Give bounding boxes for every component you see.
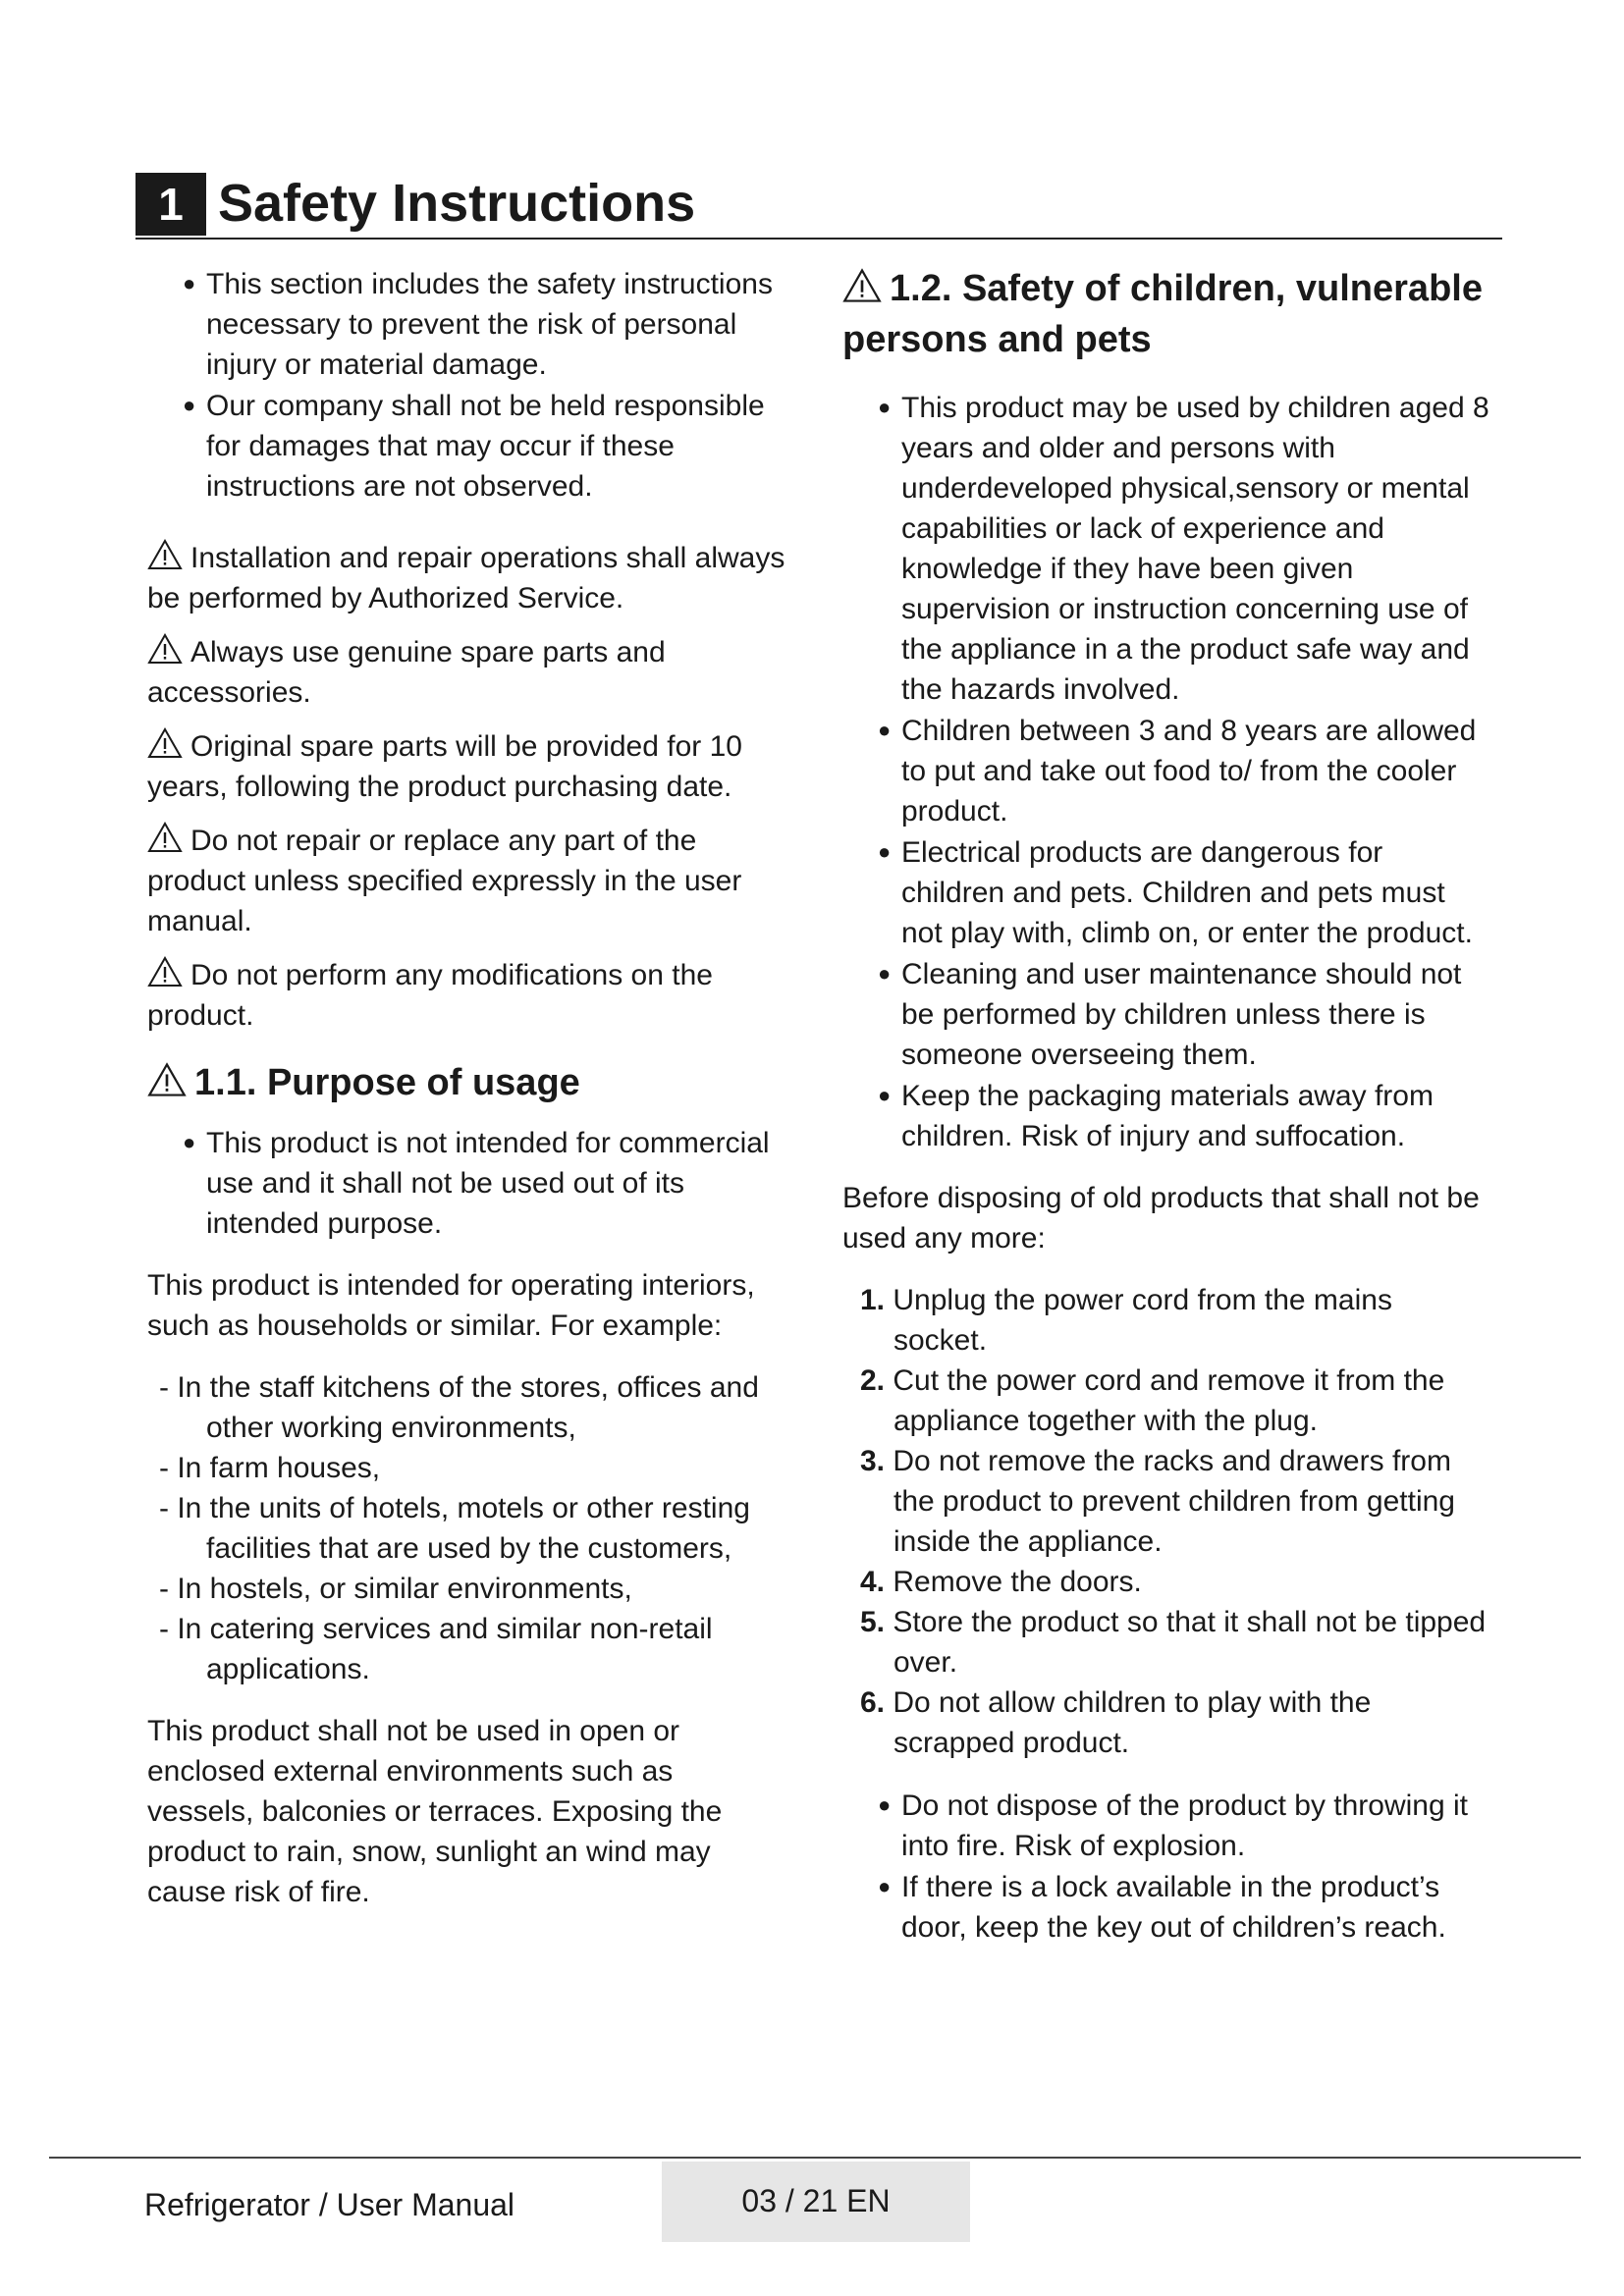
- section-heading-purpose: 1.1. Purpose of usage: [147, 1057, 785, 1108]
- warning-triangle-icon: [147, 1062, 187, 1097]
- warning-triangle-icon: [147, 633, 183, 665]
- warning-note: Installation and repair operations shall always be performed by Authorized Service.: [147, 538, 785, 618]
- list-item: 4. Remove the doors.: [860, 1566, 1142, 1598]
- warning-triangle-icon: [147, 539, 183, 570]
- warning-triangle-icon: [147, 727, 183, 759]
- disposal-intro: Before disposing of old products that shall not be used any more:: [842, 1182, 1480, 1255]
- chapter-header: [135, 171, 1502, 240]
- warning-note: Always use genuine spare parts and accessories.: [147, 632, 785, 713]
- footer-manual-title: Refrigerator / User Manual: [144, 2187, 515, 2222]
- example-item: - In catering services and similar non-retail applications.: [159, 1613, 713, 1685]
- section-heading-children: 1.2. Safety of children, vulnerable persons and pets: [842, 268, 1483, 360]
- bullet-dot-icon: ●: [878, 718, 892, 742]
- interiors-paragraph: This product is intended for operating interiors, such as households or similar. For example:: [147, 1269, 755, 1342]
- list-item: 3. Do not remove the racks and drawers from the product to prevent children from getting inside the appliance.: [860, 1445, 1455, 1558]
- bullet-dot-icon: ●: [878, 1874, 892, 1898]
- warning-triangle-icon: [147, 956, 183, 988]
- bullet-dot-icon: ●: [878, 839, 892, 864]
- footer-divider: [49, 2157, 1581, 2159]
- list-item: 6. Do not allow children to play with the scrapped product.: [860, 1686, 1372, 1759]
- bullet-dot-icon: ●: [878, 395, 892, 419]
- bullet-dot-icon: ●: [183, 271, 196, 295]
- list-item: ● Children between 3 and 8 years are allowed to put and take out food to/ from the cooler product.: [842, 710, 1492, 831]
- final-bullet-list: [842, 1785, 1492, 1948]
- bullet-dot-icon: ●: [878, 1792, 892, 1817]
- example-item: - In the staff kitchens of the stores, offices and other working environments,: [159, 1371, 759, 1444]
- children-bullet-list: [842, 387, 1492, 1156]
- chapter-title: Safety Instructions: [218, 174, 696, 233]
- list-item: ● Cleaning and user maintenance should not be performed by children unless there is someone overseeing them.: [842, 953, 1492, 1075]
- list-item: ● Electrical products are dangerous for children and pets. Children and pets must not play with, climb on, or enter the product.: [842, 831, 1492, 953]
- warning-triangle-icon: [842, 268, 882, 303]
- list-item: ● If there is a lock available in the product’s door, keep the key out of children’s reach.: [842, 1866, 1492, 1948]
- warning-triangle-icon: [147, 822, 183, 853]
- list-item: ● Do not dispose of the product by throwing it into fire. Risk of explosion.: [842, 1785, 1492, 1866]
- list-item: ● This section includes the safety instructions necessary to prevent the risk of personal injury or material damage.: [147, 263, 785, 385]
- left-column: [147, 263, 785, 1912]
- example-item: - In farm houses,: [159, 1452, 381, 1484]
- example-item: - In the units of hotels, motels or other resting facilities that are used by the customers,: [159, 1492, 750, 1565]
- bullet-dot-icon: ●: [183, 1130, 196, 1154]
- list-item: ● Keep the packaging materials away from children. Risk of injury and suffocation.: [842, 1075, 1492, 1156]
- list-item: ● This product may be used by children aged 8 years and older and persons with underdeveloped physical,sensory or mental capabilities or lack of experience and knowledge if they have been given supervision or instruction concerning use of the appliance in a the product safe way and the hazards involved.: [842, 387, 1492, 710]
- list-item: 5. Store the product so that it shall not be tipped over.: [860, 1606, 1487, 1679]
- list-item: ● This product is not intended for commercial use and it shall not be used out of its intended purpose.: [147, 1122, 785, 1244]
- bullet-dot-icon: ●: [878, 1083, 892, 1107]
- warning-note: Original spare parts will be provided for 10 years, following the product purchasing date.: [147, 726, 785, 807]
- page-number: 03 / 21 EN: [662, 2162, 970, 2242]
- list-item: 1. Unplug the power cord from the mains socket.: [860, 1284, 1392, 1357]
- list-item: ● Our company shall not be held responsible for damages that may occur if these instructions are not observed.: [147, 385, 785, 507]
- example-item: - In hostels, or similar environments,: [159, 1573, 632, 1605]
- disposal-steps-list: [842, 1280, 1492, 1763]
- bullet-dot-icon: ●: [183, 393, 196, 417]
- list-item: 2. Cut the power cord and remove it from the appliance together with the plug.: [860, 1364, 1445, 1437]
- bullet-dot-icon: ●: [878, 961, 892, 986]
- warning-note: Do not repair or replace any part of the product unless specified expressly in the user manual.: [147, 821, 785, 941]
- outdoor-paragraph: This product shall not be used in open or enclosed external environments such as vessels, balconies or terraces. Exposing the product to rain, snow, sunlight an wind may cause risk of fire.: [147, 1715, 723, 1908]
- chapter-number: 1: [135, 173, 206, 236]
- right-column: [842, 263, 1492, 1948]
- intro-bullet-list: [147, 263, 785, 507]
- purpose-bullet-list: [147, 1122, 785, 1244]
- warning-note: Do not perform any modifications on the product.: [147, 955, 785, 1036]
